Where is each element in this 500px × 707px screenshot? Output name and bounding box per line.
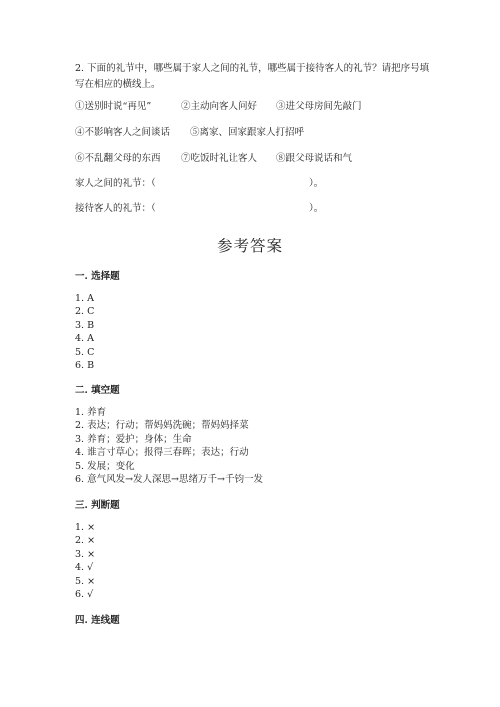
answer-list-choice (75, 292, 94, 372)
option-2: ②主动向客人问好 (181, 101, 258, 112)
list-item: 4. √ (75, 562, 94, 574)
list-item: 2. 表达；行动；帮妈妈洗碗；帮妈妈择菜 (75, 420, 249, 432)
question-2-text: 2. 下面的礼节中，哪些属于家人之间的礼节，哪些属于接待客人的礼节？请把序号填写在相应的横线上。 (75, 63, 430, 90)
fill-line-family-end: ）。 (309, 178, 324, 189)
list-item: 5. × (75, 575, 96, 587)
option-3: ③进父母房间先敲门 (276, 101, 362, 112)
list-item: 1. × (75, 522, 96, 533)
fill-line-guests-label: 接待客人的礼节：（ (75, 203, 156, 214)
option-4: ④不影响客人之间谈话 (75, 127, 171, 138)
section-title-match: 四. 连线题 (75, 615, 120, 626)
list-item: 2. × (75, 535, 96, 547)
list-item: 1. A (75, 293, 94, 304)
section-title-fill: 二. 填空题 (75, 385, 120, 396)
fill-line-family-label: 家人之间的礼节：（ (75, 178, 156, 189)
list-item: 3. 养育；爱护；身体；生命 (75, 433, 192, 445)
option-5: ⑤离家、回家跟家人打招呼 (190, 127, 305, 138)
list-item: 5. C (75, 346, 95, 358)
list-item: 3. × (75, 548, 96, 560)
list-item: 6. √ (75, 589, 94, 601)
option-7: ⑦吃饭时礼让客人 (181, 153, 258, 164)
list-item: 4. 谁言寸草心；报得三春晖；表达；行动 (75, 447, 249, 459)
list-item: 5. 发展；变化 (75, 460, 135, 472)
section-title-choice: 一. 选择题 (75, 271, 120, 282)
option-8: ⑧跟父母说话和气 (276, 153, 353, 164)
list-item: 3. B (75, 319, 95, 331)
answer-list-fill (75, 406, 263, 486)
list-item: 1. 养育 (75, 407, 107, 418)
answer-list-judge (75, 521, 95, 601)
list-item: 2. C (75, 306, 95, 318)
list-item: 6. B (75, 360, 95, 372)
fill-line-guests-end: ）。 (309, 203, 324, 214)
list-item: 6. 意气风发→发人深思→思绪万千→千钧一发 (75, 474, 263, 486)
answers-title: 参考答案 (216, 237, 283, 255)
option-1: ①送别时说“再见” (75, 101, 152, 112)
list-item: 4. A (75, 333, 94, 345)
section-title-judge: 三. 判断题 (75, 500, 120, 511)
option-6: ⑥不乱翻父母的东西 (75, 153, 161, 164)
